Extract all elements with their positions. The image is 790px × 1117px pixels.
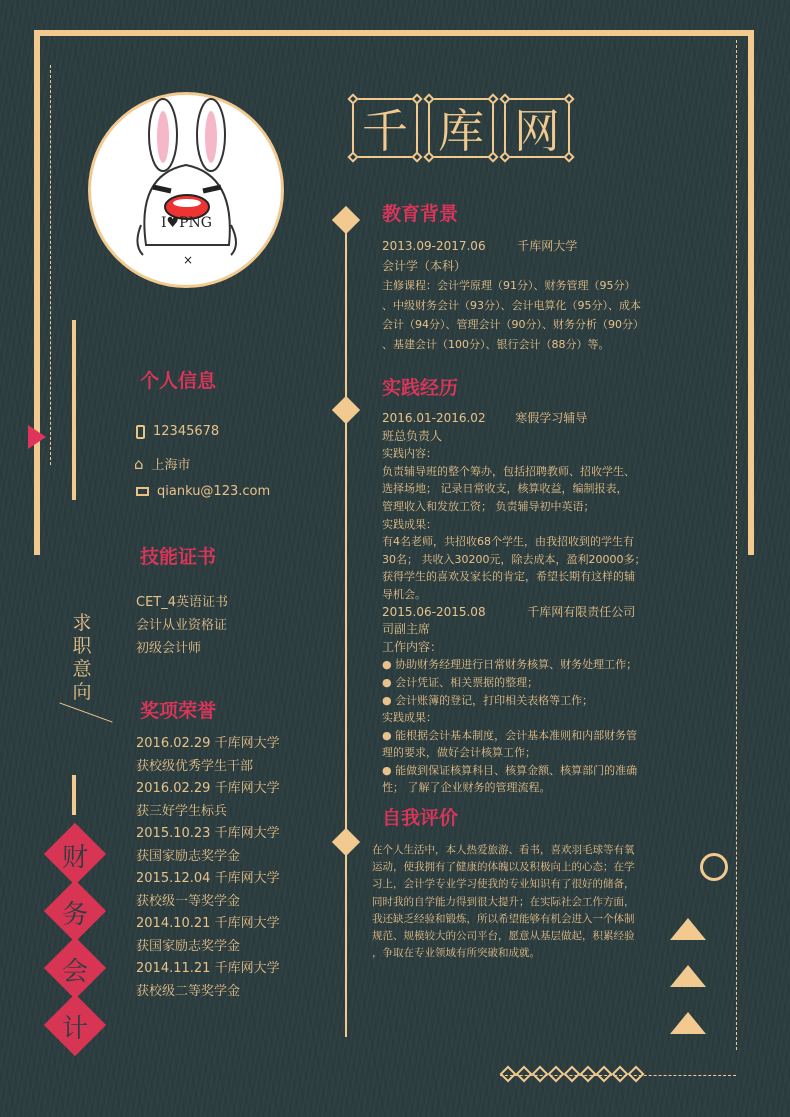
job2-line: ● 会计账簿的登记，打印相关表格等工作； xyxy=(382,693,594,707)
list-item: 获国家励志奖学金 xyxy=(136,938,241,954)
dashed-line-right xyxy=(736,40,737,1050)
list-item: 获校级优秀学生干部 xyxy=(136,758,254,774)
practice-title: 实践经历 xyxy=(382,377,459,399)
job2-line: 性； 了解了企业财务的管理流程。 xyxy=(382,781,551,795)
awards-list xyxy=(136,733,280,1003)
job1-line: 实践内容： xyxy=(382,447,437,461)
list-item: 2015.10.23 千库网大学 xyxy=(136,826,280,841)
bottom-dashed-line xyxy=(500,1075,736,1076)
list-item: 2014.10.21 千库网大学 xyxy=(136,916,280,931)
job-label xyxy=(70,612,94,704)
job-title-char: 财 xyxy=(61,843,88,873)
phone-text: 12345678 xyxy=(153,424,220,439)
timeline-diamond-3 xyxy=(332,828,360,856)
job-title-diamonds xyxy=(44,825,106,1053)
self-eval-line: ，争取在专业领域有所突破和成就。 xyxy=(372,947,540,960)
self-eval-line: 在个人生活中，本人热爱旅游、看书，喜欢羽毛球等有氧 xyxy=(372,844,635,856)
list-item: 初级会计师 xyxy=(136,641,202,656)
self-eval-line: 同时我的自学能力得到很大提升；在实际社会工作方面， xyxy=(372,895,635,908)
timeline-line xyxy=(345,212,347,1037)
skills-title: 技能证书 xyxy=(140,546,217,568)
awards-title: 奖项荣誉 xyxy=(140,700,217,722)
avatar-label: I♥PNG xyxy=(161,215,212,231)
job-label-char: 意 xyxy=(72,658,92,680)
avatar xyxy=(88,92,284,288)
list-item: 获校级一等奖学金 xyxy=(136,893,241,909)
job-title-char: 会 xyxy=(61,957,88,987)
home-icon: ⌂ xyxy=(134,454,144,473)
education-period: 2013.09-2017.06 xyxy=(382,239,486,253)
mail-icon xyxy=(136,487,149,496)
job1-line: 实践成果： xyxy=(382,517,437,531)
triangle-ornament-1 xyxy=(670,918,706,940)
list-item: CET_4英语证书 xyxy=(136,595,229,610)
frame-top-bar xyxy=(34,30,754,36)
list-item: 2016.02.29 千库网大学 xyxy=(136,736,280,751)
job-label-char: 向 xyxy=(72,681,92,703)
job1-line: 有4名老师，共招收68个学生，由我招收到的学生有 xyxy=(382,535,634,549)
job2-line: 理的要求，做好会计核算工作； xyxy=(382,746,536,760)
job-title-item xyxy=(44,825,106,882)
timeline-diamond-2 xyxy=(332,396,360,424)
left-accent-line-2 xyxy=(72,775,76,815)
red-triangle-marker xyxy=(28,425,46,449)
job2-line: ● 协助财务经理进行日常财务核算、财务处理工作； xyxy=(382,658,638,672)
education-course-line: 主修课程：会计学原理（91分）、财务管理（95分） xyxy=(382,279,636,292)
job2-name: 千库网有限责任公司 xyxy=(527,604,636,619)
list-item: 2015.12.04 千库网大学 xyxy=(136,871,280,886)
education-course-line: 会计（94分）、管理会计（90分）、财务分析（90分） xyxy=(382,318,644,331)
frame-left-bar xyxy=(34,30,40,455)
self-eval-line: 我还缺乏经验和锻炼，所以希望能够有机会进入一个体制 xyxy=(372,912,635,925)
title-char-2: 库 xyxy=(438,104,484,158)
triangle-ornament-2 xyxy=(670,965,706,987)
left-accent-line xyxy=(72,320,76,500)
list-item: 2014.11.21 千库网大学 xyxy=(136,961,280,976)
job1-line: 获得学生的喜欢及家长的肯定，希望长期有这样的辅 xyxy=(382,570,635,584)
education-school: 千库网大学 xyxy=(517,239,578,253)
job-title-item xyxy=(44,996,106,1053)
education-block xyxy=(382,236,682,354)
frame-left-lower-bar xyxy=(34,455,40,555)
dashed-line-left xyxy=(50,65,51,465)
email-row xyxy=(136,484,270,499)
job-title-char: 计 xyxy=(61,1014,88,1044)
job2-line: ● 能根据会计基本制度，会计基本准则和内部财务管 xyxy=(382,728,638,742)
page-title xyxy=(352,98,570,158)
job2-line: ● 能做到保证核算科目、核算金额、核算部门的准确 xyxy=(382,763,638,777)
list-item: 获校级二等奖学金 xyxy=(136,983,241,999)
timeline-diamond-1 xyxy=(332,206,360,234)
self-eval-title: 自我评价 xyxy=(382,807,459,829)
list-item: 获三好学生标兵 xyxy=(136,803,228,819)
list-item: 获国家励志奖学金 xyxy=(136,848,241,864)
job2-line: ● 会计凭证、相关票据的整理； xyxy=(382,675,539,689)
job1-role: 班总负责人 xyxy=(382,428,443,443)
phone-row xyxy=(136,424,219,439)
city-row xyxy=(134,454,191,473)
education-title: 教育背景 xyxy=(382,203,459,225)
self-eval-line: 规范、规模较大的公司平台，愿意从基层做起，积累经验 xyxy=(372,930,635,943)
triangle-ornament-3 xyxy=(670,1012,706,1034)
practice-block xyxy=(382,410,682,797)
education-course-line: 、基建会计（100分）、银行会计（88分）等。 xyxy=(382,337,610,351)
skills-list xyxy=(136,591,228,660)
job1-line: 负责辅导班的整个筹办，包括招聘教师、招收学生、 xyxy=(382,464,635,478)
self-eval-line: 运动，使我拥有了健康的体魄以及积极向上的心态；在学 xyxy=(372,861,635,874)
self-eval-line: 习上，会计学专业学习使我的专业知识有了很好的储备， xyxy=(372,878,635,891)
left-slash-line xyxy=(60,702,113,722)
title-char-1: 千 xyxy=(362,104,408,158)
self-eval-block xyxy=(372,842,692,962)
job1-line: 选择场地； 记录日常收支，核算收益，编制报表， xyxy=(382,482,628,496)
job2-content-label: 工作内容： xyxy=(382,639,443,654)
list-item: 2016.02.29 千库网大学 xyxy=(136,781,280,796)
job-title-item xyxy=(44,939,106,996)
email-text[interactable]: qianku@123.com xyxy=(157,484,271,499)
job-label-char: 求 xyxy=(72,612,92,634)
job2-line: 实践成果： xyxy=(382,711,437,725)
avatar-mark: × xyxy=(183,253,194,267)
education-major: 会计学（本科） xyxy=(382,259,467,273)
phone-icon xyxy=(136,425,145,439)
job2-period: 2015.06-2015.08 xyxy=(382,604,486,619)
job-title-item xyxy=(44,882,106,939)
title-box-2 xyxy=(428,98,494,158)
job-title-char: 务 xyxy=(61,900,88,930)
job1-line: 导机会。 xyxy=(382,587,426,601)
city-text: 上海市 xyxy=(151,458,191,473)
personal-info-title: 个人信息 xyxy=(140,370,217,392)
job1-period: 2016.01-2016.02 xyxy=(382,411,486,425)
job1-line: 管理收入和发放工资； 负责辅导初中英语； xyxy=(382,499,595,513)
diamond-chain xyxy=(502,1068,642,1080)
education-course-line: 、中级财务会计（93分）、会计电算化（95分）、成本 xyxy=(382,298,641,312)
frame-right-bar xyxy=(748,30,754,555)
title-char-3: 网 xyxy=(514,104,560,158)
title-box-1 xyxy=(352,98,418,158)
job1-name: 寒假学习辅导 xyxy=(515,411,588,425)
job1-line: 30名； 共收入30200元，除去成本，盈利20000多； xyxy=(382,552,646,566)
job2-role: 司副主席 xyxy=(382,622,431,637)
job-label-char: 职 xyxy=(72,635,92,657)
list-item: 会计从业资格证 xyxy=(136,618,228,633)
title-box-3 xyxy=(504,98,570,158)
circle-ornament xyxy=(700,853,728,881)
